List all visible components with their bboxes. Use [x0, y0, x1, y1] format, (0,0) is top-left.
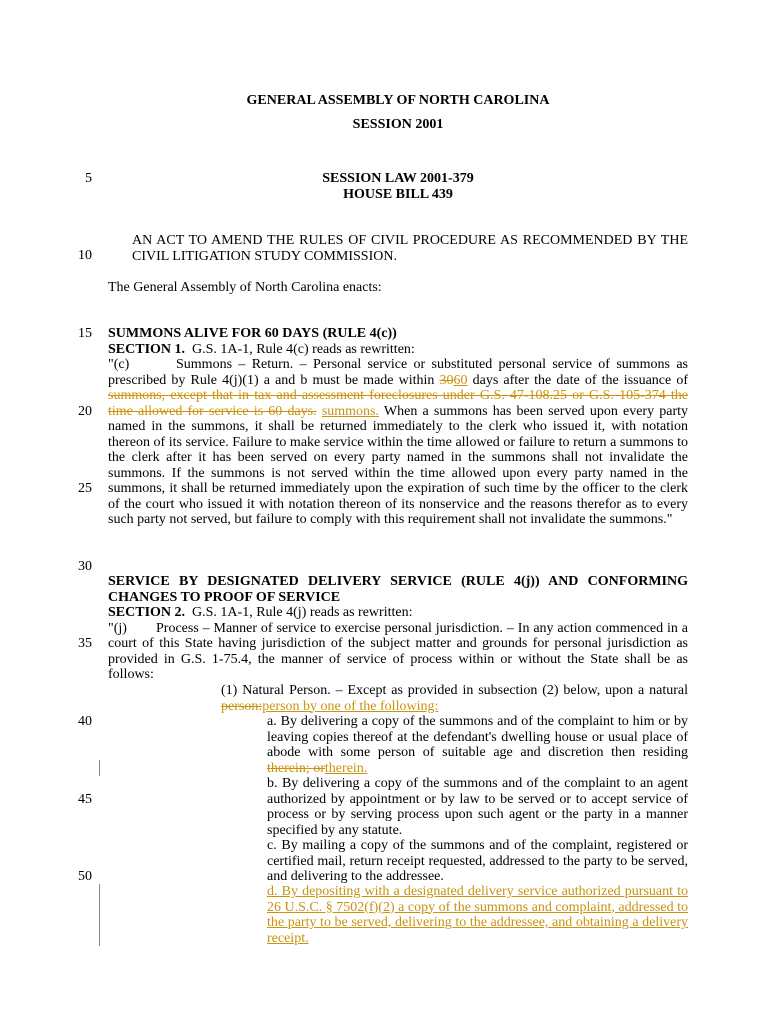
section-2-intro: G.S. 1A-1, Rule 4(j) reads as rewritten:	[192, 605, 413, 620]
inserted-text: therein.	[324, 760, 368, 776]
inserted-days: 60	[453, 372, 468, 388]
inserted-text: summons.	[321, 403, 379, 419]
line-number: 25	[78, 481, 92, 496]
assembly-heading: GENERAL ASSEMBLY OF NORTH CAROLINA	[246, 93, 550, 108]
section-2	[108, 574, 688, 683]
section-1-text: "(c) Summons – Return. – Personal service or substituted personal service of summons as prescribed by Rule 4(j)(1) a and b must be made within 3060 days after the date of the issuance of summons, except that in tax and assessment foreclosures under G.S. 47-108.25 or G.S. 105-374 the time allowed for service is 60 days. summons. When a summons has been served upon every party named in the summons, it shall be returned immediately to the clerk who issued it, with notation thereon of its service. Failure to make service within the time allowed or failure to return a summons to the clerk after it has been served on every party named in the summons shall not invalidate the summons. If the summons is not served within the time allowed upon every party named in the summons, it shall be returned immediately upon the expiration of such time by the officer to the clerk of the court who issued it with notation thereon of its nonservice and the reasons therefor as to every such party not served, but failure to comply with this requirement shall not invalidate the summons."	[108, 357, 689, 527]
line-number: 20	[78, 404, 92, 419]
section-1-heading: SUMMONS ALIVE FOR 60 DAYS (RULE 4(c))	[108, 326, 397, 341]
section-1	[108, 326, 688, 528]
line-number: 35	[78, 636, 92, 651]
line-number: 5	[85, 171, 92, 186]
item-a: a. By delivering a copy of the summons and of the complaint to him or by leaving copies thereof at the defendant's dwelling house or usual place of abode with some person of suitable age and discretion then residing therein; ortherein.	[267, 714, 688, 776]
change-bar	[99, 760, 100, 776]
line-number: 40	[78, 714, 92, 729]
section-1-label: SECTION 1.	[108, 341, 186, 357]
deleted-days: 30	[439, 372, 454, 388]
act-title: AN ACT TO AMEND THE RULES OF CIVIL PROCEDURE AS RECOMMENDED BY THE CIVIL LITIGATION STUDY COMMISSION.	[132, 233, 688, 264]
subsection-j-label: "(j)	[108, 620, 127, 636]
deleted-text: summons, except that in tax and assessment foreclosures under G.S. 47-108.25 or G.S. 105-374 the time allowed for service is 60 days.	[108, 388, 688, 419]
section-2-heading: SERVICE BY DESIGNATED DELIVERY SERVICE (RULE 4(j)) AND CONFORMING CHANGES TO PROOF OF SERVICE	[108, 574, 688, 605]
section-2-label: SECTION 2.	[108, 605, 186, 620]
session-law-heading: SESSION LAW 2001-379	[322, 171, 474, 186]
subsection-c-label: "(c)	[108, 357, 130, 372]
line-number: 50	[78, 869, 92, 884]
item-b: b. By delivering a copy of the summons and of the complaint to an agent authorized by appointment or by law to be served or to accept service of process or by serving process upon such agent or the party in a manner specified by any statute.	[267, 776, 688, 838]
section-1-intro: G.S. 1A-1, Rule 4(c) reads as rewritten:	[192, 341, 415, 357]
deleted-text: therein; or	[267, 760, 325, 776]
house-bill-heading: HOUSE BILL 439	[343, 187, 453, 202]
change-bar	[99, 884, 100, 946]
item-d-inserted: d. By depositing with a designated delivery service authorized pursuant to 26 U.S.C. § 7502(f)(2) a copy of the summons and complaint, addressed to the party to be served, delivering to the addressee, and obtaining a delivery receipt.	[267, 884, 688, 946]
line-number: 30	[78, 559, 92, 574]
natural-person-clause: (1) Natural Person. – Except as provided in subsection (2) below, upon a natural person:person by one of the following:	[221, 683, 688, 714]
item-c: c. By mailing a copy of the summons and of the complaint, registered or certified mail, return receipt requested, addressed to the party to be served, and delivering to the addressee.	[267, 838, 688, 884]
line-number: 10	[78, 248, 92, 263]
session-heading: SESSION 2001	[352, 117, 444, 132]
line-number: 15	[78, 326, 92, 341]
line-number: 45	[78, 792, 92, 807]
inserted-text: person by one of the following:	[262, 698, 439, 714]
deleted-text: person:	[221, 698, 263, 714]
enacting-clause: The General Assembly of North Carolina enacts:	[108, 280, 382, 295]
section-2-text: "(j) Process – Manner of service to exercise personal jurisdiction. – In any action commenced in a court of this State having jurisdiction of the subject matter and grounds for personal jurisdiction as provided in G.S. 1-75.4, the manner of service of process within or without the State shall be as follows:	[108, 620, 688, 682]
